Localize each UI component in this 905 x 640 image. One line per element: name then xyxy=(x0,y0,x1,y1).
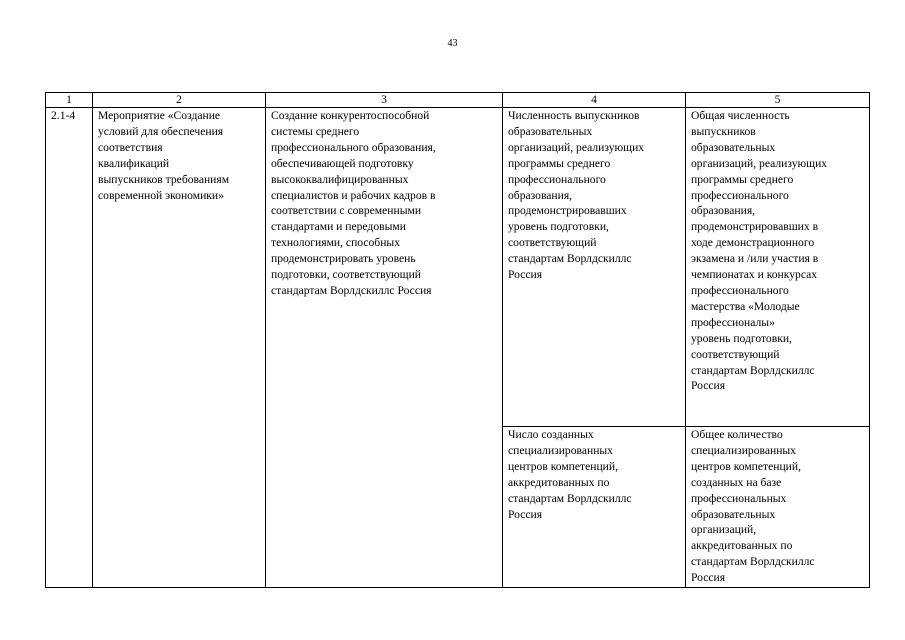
page-number: 43 xyxy=(447,38,458,49)
table-header-row xyxy=(46,93,870,108)
method-cell-1: Общая численность выпускников образовательных организаций, реализующих программы среднего профессионального образования, продемонстрировавших в ходе демонстрационного экзамена и /или участия в чемпионатах и конкурсах профессионального мастерства «Молодые профессионалы» уровень подготовки, соответствующий стандартам Ворлдскиллс Россия xyxy=(686,108,870,427)
column-header-1: 1 xyxy=(46,93,93,108)
column-header-3: 3 xyxy=(266,93,503,108)
table-row xyxy=(46,108,870,427)
column-header-4: 4 xyxy=(503,93,686,108)
event-cell: Мероприятие «Создание условий для обеспечения соответствия квалификаций выпускников требованиям современной экономики» xyxy=(93,108,266,588)
indicators-table xyxy=(45,92,870,588)
indicator-cell-1: Численность выпускников образовательных организаций, реализующих программы среднего профессионального образования, продемонстрировавших уровень подготовки, соответствующий стандартам Ворлдскиллс Россия xyxy=(503,108,686,427)
column-header-5: 5 xyxy=(686,93,870,108)
row-number-cell: 2.1-4 xyxy=(46,108,93,588)
method-cell-2: Общее количество специализированных центров компетенций, созданных на базе профессиональных образовательных организаций, аккредитованных по стандартам Ворлдскиллс Россия xyxy=(686,427,870,588)
goal-cell: Создание конкурентоспособной системы среднего профессионального образования, обеспечивающей подготовку высококвалифицированных специалистов и рабочих кадров в соответствии с современными стандартами и передовыми технологиями, способных продемонстрировать уровень подготовки, соответствующий стандартам Ворлдскиллс Россия xyxy=(266,108,503,588)
indicator-cell-2: Число созданных специализированных центров компетенций, аккредитованных по стандартам Ворлдскиллс Россия xyxy=(503,427,686,588)
column-header-2: 2 xyxy=(93,93,266,108)
